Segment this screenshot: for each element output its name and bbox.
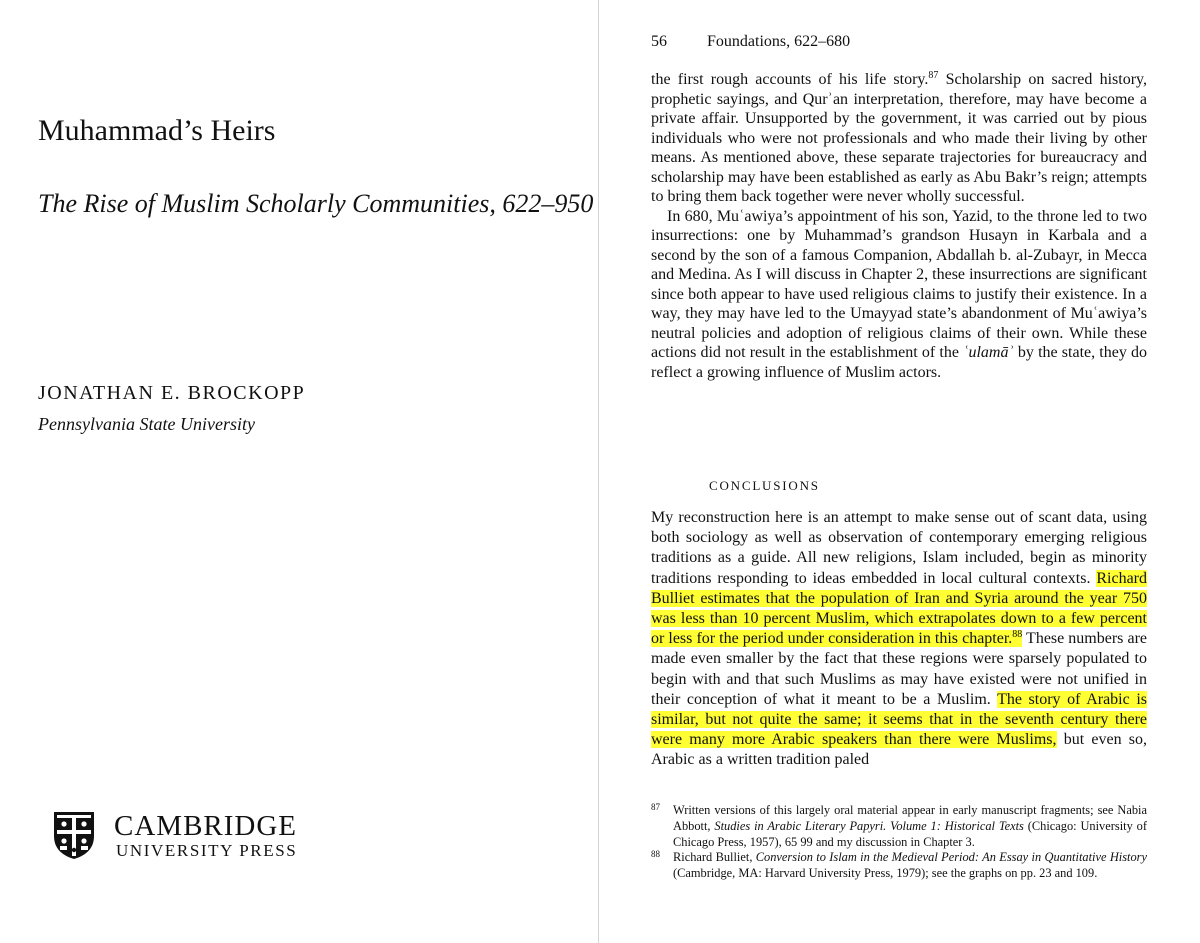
book-subtitle: The Rise of Muslim Scholarly Communities, 622–950 [38, 189, 594, 218]
cited-title: Conversion to Islam in the Medieval Period: An Essay in Quantitative History [755, 850, 1147, 865]
title-page [0, 0, 598, 943]
author-affiliation: Pennsylvania State University [38, 414, 255, 434]
cited-title: Studies in Arabic Literary Papyri. Volume 1: Historical Texts [714, 818, 1024, 833]
text-run: (Chicago: University of Chicago Press, 1957), 65 99 and my discussion in Chapter 3. [673, 818, 1147, 849]
book-title: Muhammad’s Heirs [38, 114, 276, 147]
footnote-87 [651, 803, 1147, 850]
body-text-top [651, 70, 1147, 382]
publisher-subname: UNIVERSITY PRESS [116, 841, 298, 860]
text-run: My reconstruction here is an attempt to make sense out of scant data, using both sociology as well as observation of contemporary emerging religious traditions as a guide. All new religions, Islam included, begin as minority traditions responding to ideas embedded in local cultural contexts. [651, 509, 1147, 587]
running-head [651, 33, 850, 51]
author-name: JONATHAN E. BROCKOPP [38, 382, 306, 404]
text-run: Richard Bulliet estimates that the population of Iran and Syria around the year 750 was less than 10 percent Muslim, which extrapolates down to a few percent or less for the period under consideration in this chapter. [651, 569, 1147, 648]
footnotes [651, 803, 1147, 882]
text-run: Written versions of this largely oral material appear in early manuscript fragments; see Nabia Abbott, [673, 803, 1147, 833]
text-run: Scholarship on sacred history, prophetic sayings, and Qurʾan interpretation, therefore, may have become a private affair. Unsupported by the government, it was carried out by pious individuals who were not professionals and who made their living by other means. As mentioned above, these separate trajectories for bureaucracy and scholarship may have been established as early as Abu Bakr’s reign; attempts to bring them back together were never wholly successful. [651, 71, 1148, 205]
page-number: 56 [651, 33, 667, 50]
text-run: (Cambridge, MA: Harvard University Press, 1979); see the graphs on pp. 23 and 109. [673, 866, 1098, 881]
paragraph-3 [651, 508, 1147, 771]
text-run: the first rough accounts of his life story. [651, 71, 929, 88]
paragraph-1 [651, 70, 1147, 207]
running-title: Foundations, 622–680 [707, 33, 851, 50]
text-run: In 680, Muʿawiya’s appointment of his son, Yazid, to the throne led to two insurrections: one by Muhammad’s grandson Husayn in Karbala and a second by the son of a famous Companion, Abdallah b. al-Zubayr, in Mecca and Medina. As I will discuss in Chapter 2, these insurrections are significant since both appear to have used religious claims to justify their existence. In a way, they may have led to the Umayyad state’s abandonment of Muʿawiya’s neutral policies and adoption of religious claims of their own. While these actions did not result in the establishment of the [651, 207, 1147, 361]
footnote-mark: 87 [651, 802, 660, 812]
footnote-ref-88[interactable]: 88 [1012, 629, 1023, 641]
highlighted-passage-2[interactable]: The story of Arabic is similar, but not quite the same; it seems that in the seventh century there were many more Arabic speakers than there were Muslims, [651, 690, 1147, 749]
footnote-mark: 88 [651, 849, 660, 860]
publisher-name: CAMBRIDGE [114, 810, 298, 842]
text-run: by the state, they do reflect a growing influence of Muslim actors. [651, 344, 1148, 381]
footnote-ref-87[interactable]: 87 [928, 70, 939, 81]
text-run: Richard Bulliet, [673, 850, 756, 865]
text-run: These numbers are made even smaller by the fact that these regions were sparsely populated to begin with and that such Muslims as may have existed were not unified in their conception of what it meant to be a Muslim. [651, 630, 1147, 708]
crest-icon [52, 810, 96, 860]
text-page [599, 0, 1200, 943]
body-text-bottom [651, 508, 1147, 771]
term-ulama: ʿulamāʾ [963, 344, 1014, 361]
publisher-logo [52, 810, 332, 870]
footnote-88 [651, 850, 1147, 882]
text-run: but even so, Arabic as a written tradition paled [651, 731, 1148, 769]
section-heading: CONCLUSIONS [709, 478, 820, 493]
paragraph-2 [651, 207, 1147, 383]
